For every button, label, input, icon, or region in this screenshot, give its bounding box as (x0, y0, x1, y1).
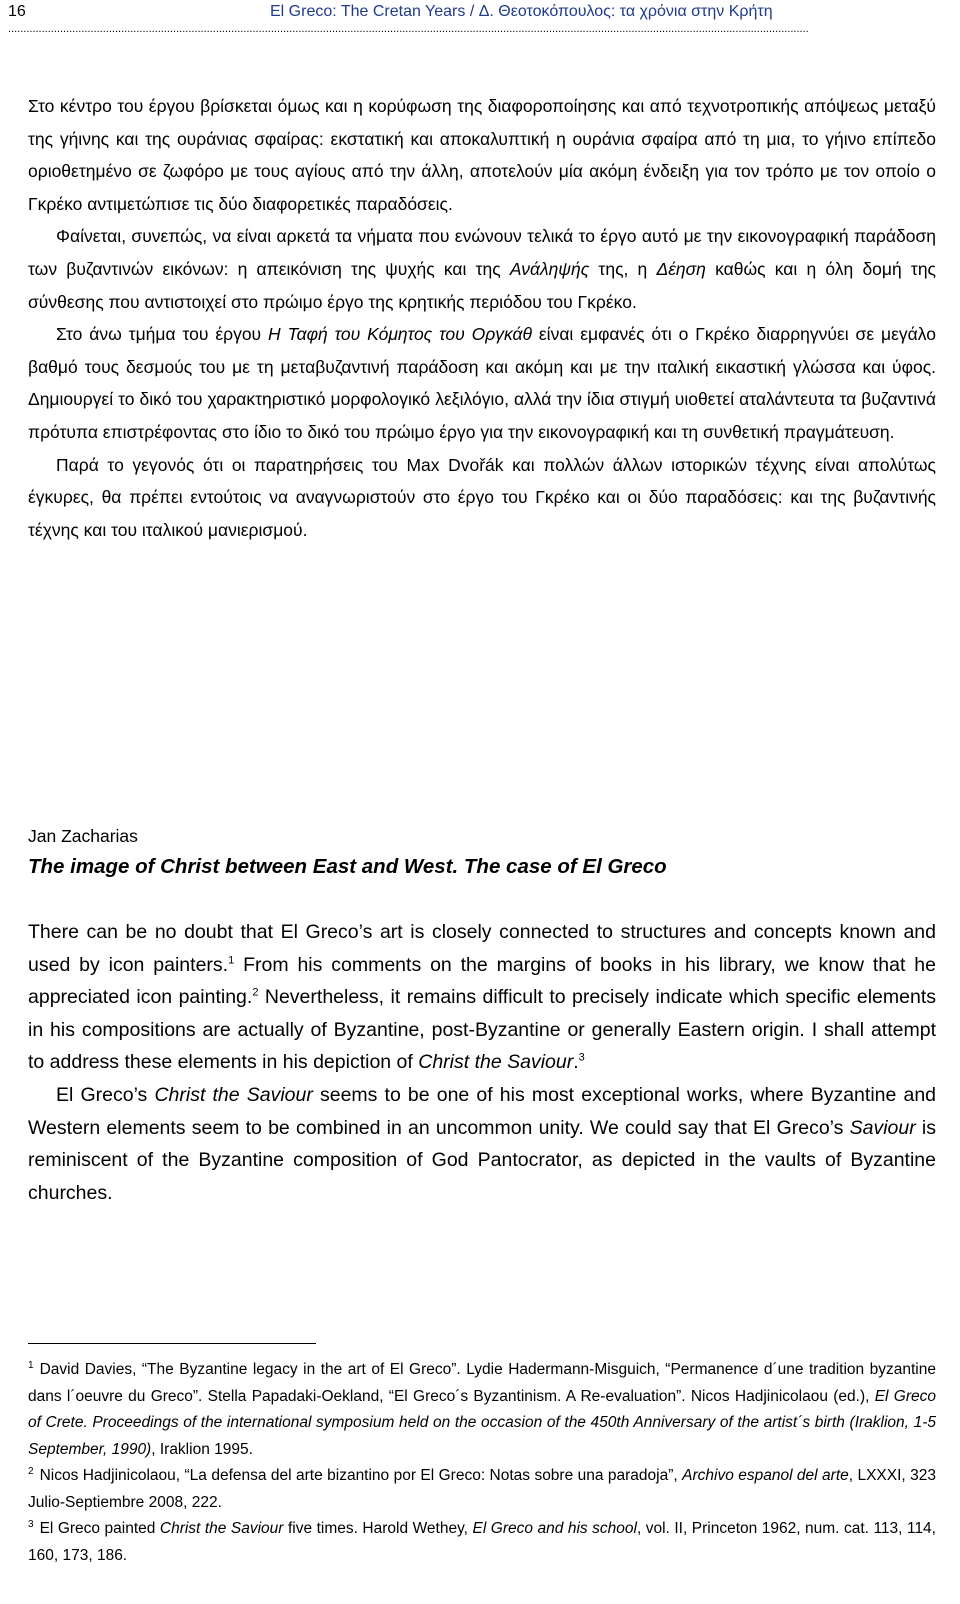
greek-paragraph-2: Φαίνεται, συνεπώς, να είναι αρκετά τα νήματα που ενώνουν τελικά το έργο αυτό με την εικονογραφική παράδοση των βυζαντινών εικόνων: η απεικόνιση της ψυχής και της Ανάληψής της, η Δέηση καθώς και η όλη δομή της σύνθεσης που αντιστοιχεί στο πρώιμο έργο της κρητικής περιόδου του Γκρέκο. (28, 226, 936, 312)
footnote-3: $^3$ El Greco painted Christ the Saviour five times. Harold Wethey, El Greco and his school, vol. II, Princeton 1962, num. cat. 113, 114, 160, 173, 186. (28, 1518, 936, 1564)
greek-paragraph-4: Παρά το γεγονός ότι οι παρατηρήσεις του Max Dvořák και πολλών άλλων ιστορικών τέχνης είναι απολύτως έγκυρες, θα πρέπει εντούτοις να αναγνωριστούν στο έργο του Γκρέκο και οι δύο παραδόσεις: και της βυζαντινής τέχνης και του ιταλικού μανιερισμού. (28, 454, 936, 540)
running-head: El Greco: The Cretan Years / Δ. Θεοτοκόπουλος: τα χρόνια στην Κρήτη (270, 3, 773, 20)
greek-text-block (28, 90, 936, 546)
footnote-ref-3[interactable]: 3 (578, 1051, 585, 1064)
page-number: 16 (8, 3, 26, 20)
english-paragraph-2: El Greco’s Christ the Saviour seems to be one of his most exceptional works, where Byzantine and Western elements seem to be combined in an uncommon unity. We could say that El Greco’s Saviour is reminiscent of the Byzantine composition of God Pantocrator, as depicted in the vaults of Byzantine churches. (28, 1083, 937, 1204)
article-author: Jan Zacharias (28, 826, 138, 846)
article-title: The image of Christ between East and West. The case of El Greco (28, 855, 667, 878)
english-paragraph-1: There can be no doubt that El Greco’s art is closely connected to structures and concepts known and used by icon painters.$^1$ From his comments on the margins of books in his library, we know that he appreciated icon painting.$^2$ Nevertheless, it remains difficult to precisely indicate which specific elements in his compositions are actually of Byzantine, post-Byzantine or generally Eastern origin. I shall attempt to address these elements in his depiction of Christ the Saviour.$^3$ (28, 921, 936, 1074)
footnote-1: $^1$ David Davies, “The Byzantine legacy in the art of El Greco”. Lydie Hadermann-Misguich, “Permanence d´une tradition byzantine dans l´oeuvre du Greco”. Stella Papadaki-Oekland, “El Greco´s Byzantinism. A Re-evaluation”. Nicos Hadjinicolaou (ed.), El Greco of Crete. Proceedings of the international symposium held on the occasion of the 450th Anniversary of the artist´s birth (Iraklion, 1-5 September, 1990), Iraklion 1995. (28, 1359, 936, 1458)
footnote-ref-2[interactable]: 2 (252, 986, 259, 999)
footnote-ref-1[interactable]: 1 (228, 954, 235, 967)
english-text-block (28, 916, 936, 1209)
footnote-2: $^2$ Nicos Hadjinicolaou, “La defensa del arte bizantino por El Greco: Notas sobre una paradoja”, Archivo espanol del arte, LXXXI, 323 Julio-Septiembre 2008, 222. (28, 1465, 936, 1511)
footnotes-block (28, 1357, 936, 1569)
greek-paragraph-3: Στο άνω τμήμα του έργου Η Ταφή του Κόμητος του Οργκάθ είναι εμφανές ότι ο Γκρέκο διαρρηγνύει σε μεγάλο βαθμό τους δεσμούς του με τη μεταβυζαντινή παράδοση και ακόμη και με την ιταλική εικαστική γλώσσα και ύφος. Δημιουργεί το δικό του χαρακτηριστικό μορφολογικό λεξιλόγιο, αλλά την ίδια στιγμή υιοθετεί αταλάντευτα τα βυζαντινά πρότυπα επιστρέφοντας στο ίδιο το δικό του πρώιμο έργο για την εικονογραφική και τη συνθετική πραγμάτευση. (28, 324, 936, 442)
greek-paragraph-1: Στο κέντρο του έργου βρίσκεται όμως και η κορύφωση της διαφοροποίησης και από τεχνοτροπικής απόψεως μεταξύ της γήινης και της ουράνιας σφαίρας: εκστατική και αποκαλυπτική η ουράνια σφαίρα από τη μια, το γήινο επίπεδο οριοθετημένο σε ζωφόρο με τους αγίους από την άλλη, αποτελούν μία ακόμη ένδειξη για τον τρόπο με τον οποίο ο Γκρέκο αντιμετώπισε τις δύο διαφορετικές παραδόσεις. (28, 96, 936, 214)
footnote-divider (28, 1343, 316, 1344)
dotted-rule: ...................................................................................................................................................................................................................................................................... (8, 24, 809, 34)
page-header (8, 2, 952, 26)
